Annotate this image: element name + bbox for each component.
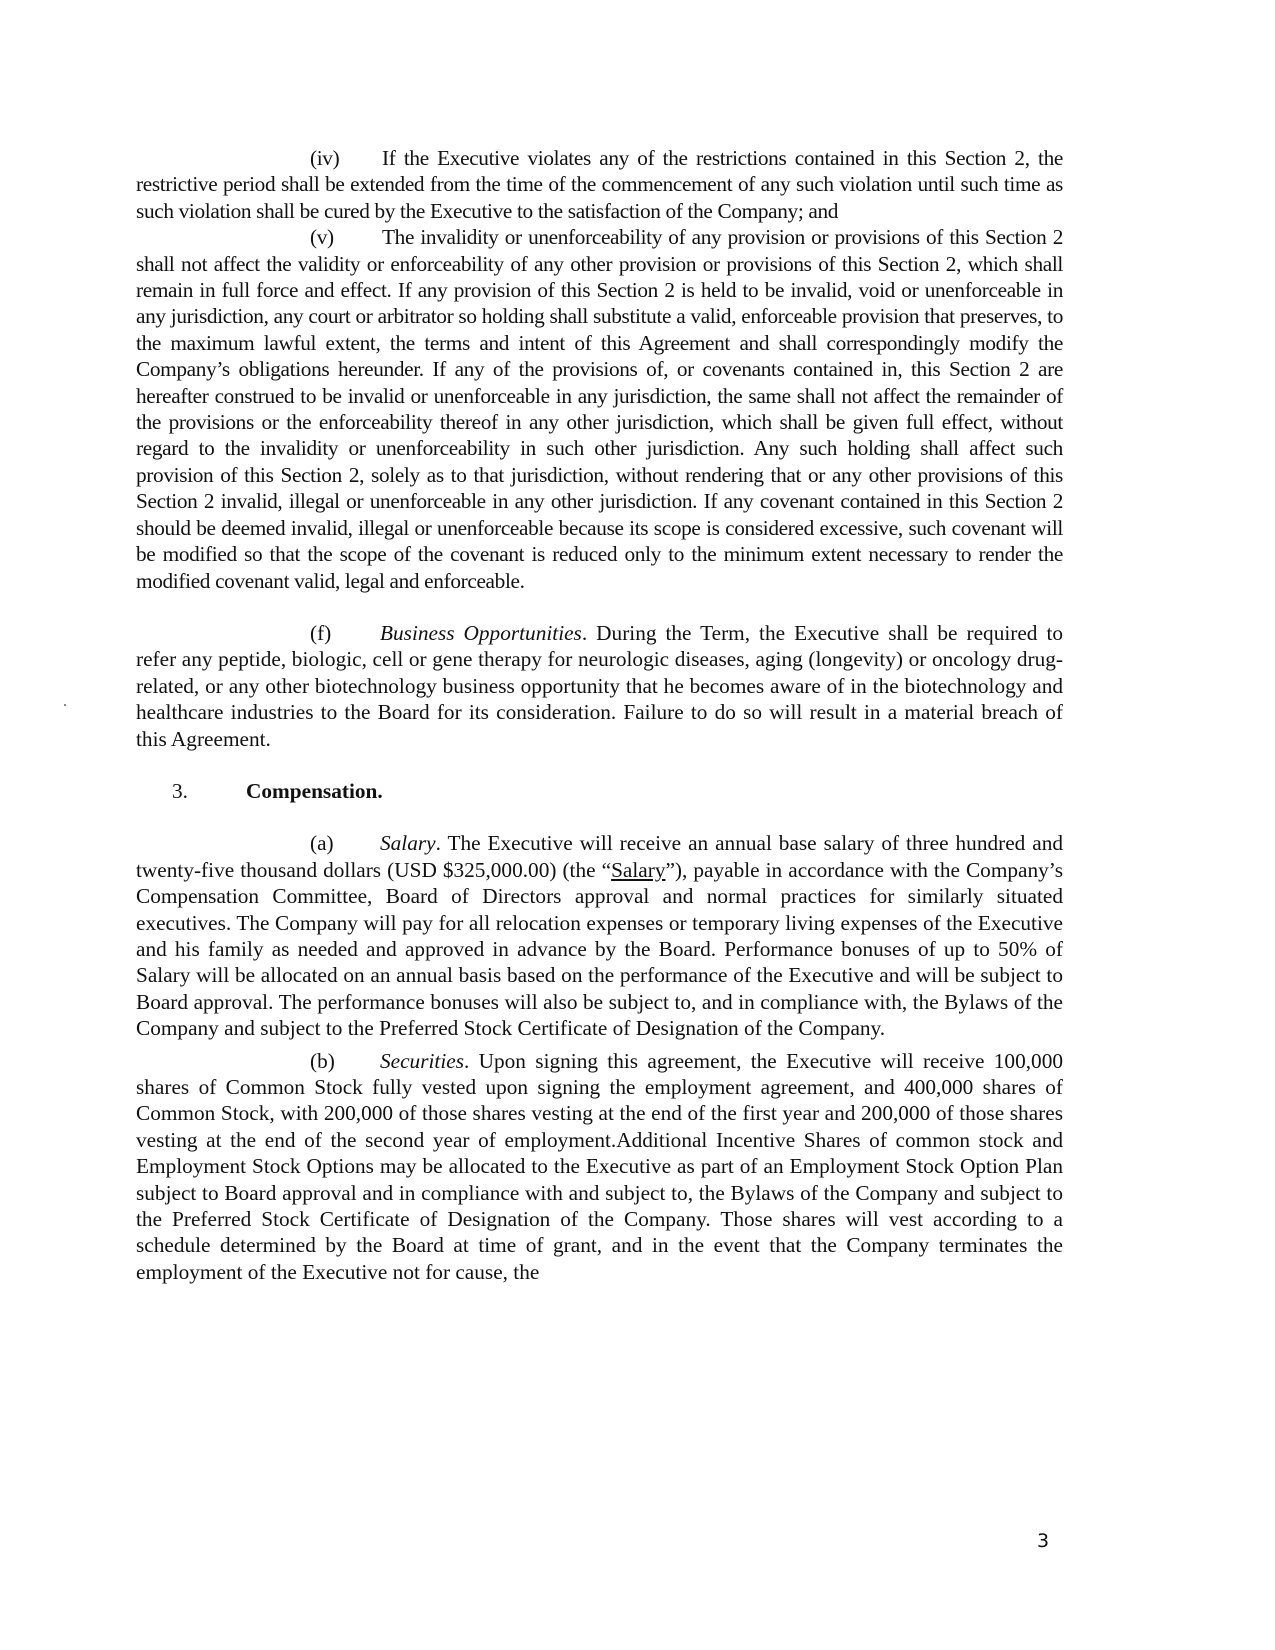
paragraph-f-business-opportunities xyxy=(136,620,1063,752)
paragraph-label: (iv) xyxy=(310,146,340,170)
paragraph-text: . During the Term, the Executive shall be required to refer any peptide, biologic, cell or gene therapy for neurologic diseases, aging (longevity) or oncology drug-related, or any other biotechnology business opportunity that he becomes aware of in the biotechnology and healthcare industries to the Board for its consideration. Failure to do so will result in a material breach of this Agreement. xyxy=(136,620,1064,751)
page-number: 3 xyxy=(1037,1530,1050,1552)
paragraph-iv xyxy=(136,145,1063,224)
defined-term-salary: Salary xyxy=(611,857,666,882)
paragraph-label: (v) xyxy=(310,225,334,250)
paragraph-text: . The Executive will receive an annual base salary of three hundred and twenty-five thousand dollars (USD $325,000.00) (the “ xyxy=(136,831,1063,882)
paragraph-text: ”), payable in accordance with the Company’s Compensation Committee, Board of Directors approval and normal practices for similarly situated executives. The Company will pay for all relocation expenses or temporary living expenses of the Executive and his family as needed and approved in advance by the Board. Performance bonuses of up to 50% of Salary will be allocated on an annual basis based on the performance of the Executive and will be subject to Board approval. The performance bonuses will also be subject to, and in compliance with, the Bylaws of the Company and subject to the Preferred Stock Certificate of Designation of the Company. xyxy=(136,857,1063,1041)
paragraph-label: (a) xyxy=(310,831,334,856)
paragraph-a-salary xyxy=(136,830,1063,1041)
paragraph-text: If the Executive violates any of the restrictions contained in this Section 2, the restrictive period shall be extended from the time of the commencement of any such violation until such time as such violation shall be cured by the Executive to the satisfaction of the Company; and xyxy=(136,146,1063,223)
paragraph-label: (b) xyxy=(310,1048,335,1073)
document-page xyxy=(136,145,1063,1285)
section-title: Compensation. xyxy=(246,778,383,803)
scan-speck xyxy=(64,704,66,706)
section-number: 3. xyxy=(172,778,188,803)
paragraph-b-securities xyxy=(136,1048,1063,1286)
paragraph-v xyxy=(136,224,1063,594)
paragraph-title: Business Opportunities xyxy=(380,620,582,645)
section-heading-compensation xyxy=(136,778,1063,804)
paragraph-title: Securities xyxy=(380,1048,464,1073)
paragraph-title: Salary xyxy=(380,831,436,856)
paragraph-label: (f) xyxy=(310,620,332,645)
paragraph-text: The invalidity or unenforceability of any provision or provisions of this Section 2 shall not affect the validity or enforceability of any other provision or provisions of this Section 2, which shall remain in full force and effect. If any provision of this Section 2 is held to be invalid, void or unenforceable in any jurisdiction, any court or arbitrator so holding shall substitute a valid, enforceable provision that preserves, to the maximum lawful extent, the terms and intent of this Agreement and shall correspondingly modify the Company’s obligations hereunder. If any of the provisions of, or covenants contained in, this Section 2 are hereafter construed to be invalid or unenforceable in any jurisdiction, the same shall not affect the remainder of the provisions or the enforceability thereof in any other jurisdiction, which shall be given full effect, without regard to the invalidity or unenforceability in such other jurisdiction. Any such holding shall affect such provision of this Section 2, solely as to that jurisdiction, without rendering that or any other provisions of this Section 2 invalid, illegal or unenforceable in any other jurisdiction. If any covenant contained in this Section 2 should be deemed invalid, illegal or unenforceable because its scope is considered excessive, such covenant will be modified so that the scope of the covenant is reduced only to the minimum extent necessary to render the modified covenant valid, legal and enforceable. xyxy=(136,225,1063,593)
paragraph-text: . Upon signing this agreement, the Executive will receive 100,000 shares of Common Stock fully vested upon signing the employment agreement, and 400,000 shares of Common Stock, with 200,000 of those shares vesting at the end of the first year and 200,000 of those shares vesting at the end of the second year of employment.Additional Incentive Shares of common stock and Employment Stock Options may be allocated to the Executive as part of an Employment Stock Option Plan subject to Board approval and in compliance with and subject to, the Bylaws of the Company and subject to the Preferred Stock Certificate of Designation of the Company. Those shares will vest according to a schedule determined by the Board at time of grant, and in the event that the Company terminates the employment of the Executive not for cause, the xyxy=(136,1048,1063,1284)
